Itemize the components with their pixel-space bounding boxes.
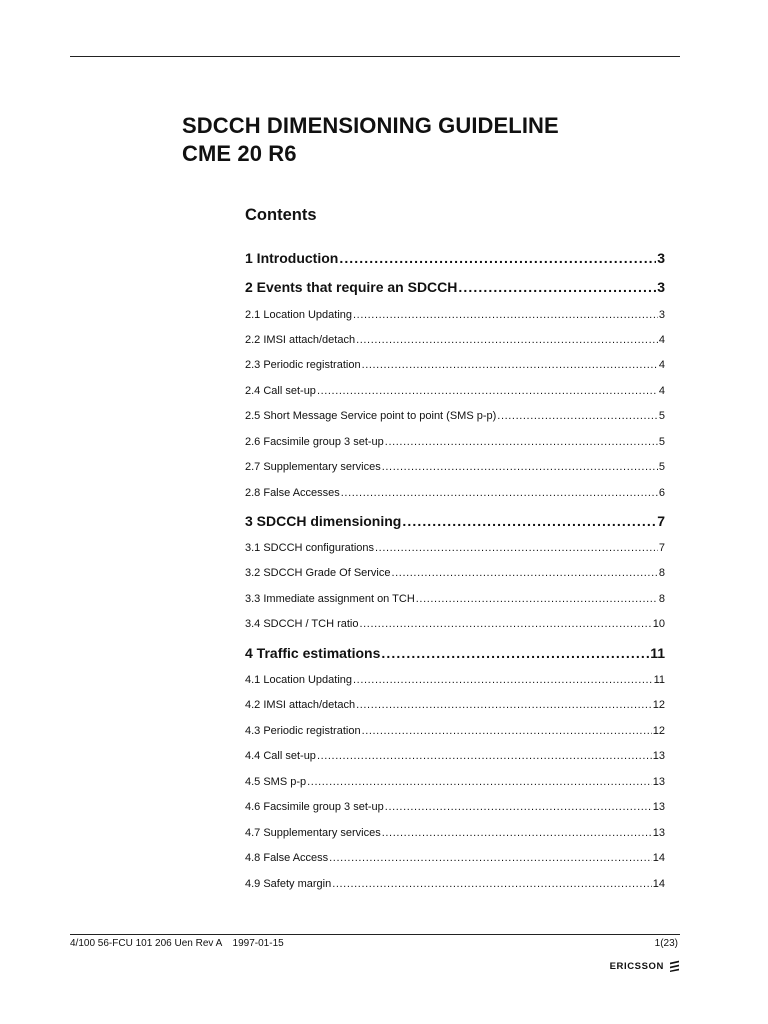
toc-entry-label: 4.1 Location Updating <box>245 674 353 686</box>
toc-entry-page: 11 <box>650 645 665 661</box>
toc-entry-label: 2.1 Location Updating <box>245 309 353 321</box>
ericsson-logo <box>610 960 680 972</box>
toc-entry-page: 3 <box>657 279 665 295</box>
logo-text: ERICSSON <box>609 960 664 972</box>
footer-doc-info <box>70 938 284 949</box>
title-line-1: SDCCH DIMENSIONING GUIDELINE <box>182 113 559 138</box>
toc-dot-leader <box>381 645 649 661</box>
toc-entry-label: 4.2 IMSI attach/detach <box>245 699 356 711</box>
toc-entry-label: 2.8 False Accesses <box>245 487 340 499</box>
toc-dot-leader <box>382 827 652 839</box>
toc-subsection-entry[interactable] <box>245 309 665 321</box>
toc-entry-label: 4.4 Call set-up <box>245 750 316 762</box>
toc-dot-leader <box>339 250 656 266</box>
toc-dot-leader <box>329 852 652 864</box>
toc-subsection-entry[interactable] <box>245 567 665 579</box>
toc-dot-leader <box>402 513 656 529</box>
toc-entry-label: 4.7 Supplementary services <box>245 827 381 839</box>
toc-entry-label: 4.9 Safety margin <box>245 878 332 890</box>
toc-dot-leader <box>497 410 658 422</box>
toc-dot-leader <box>375 542 658 554</box>
toc-entry-page: 12 <box>652 699 665 711</box>
toc-subsection-entry[interactable] <box>245 776 665 788</box>
toc-dot-leader <box>317 750 652 762</box>
toc-section-entry[interactable] <box>245 279 665 295</box>
toc-subsection-entry[interactable] <box>245 385 665 397</box>
toc-entry-label: 2.2 IMSI attach/detach <box>245 334 356 346</box>
toc-entry-page: 6 <box>658 487 665 499</box>
toc-entry-label: 3.2 SDCCH Grade Of Service <box>245 567 391 579</box>
toc-section-entry[interactable] <box>245 513 665 529</box>
footer-date: 1997-01-15 <box>232 938 284 949</box>
toc-dot-leader <box>382 461 658 473</box>
toc-dot-leader <box>385 801 652 813</box>
toc-entry-page: 11 <box>653 674 665 686</box>
toc-subsection-entry[interactable] <box>245 827 665 839</box>
toc-entry-page: 7 <box>657 513 665 529</box>
ericsson-logo-icon <box>669 960 680 972</box>
toc-entry-page: 8 <box>658 567 665 579</box>
toc-subsection-entry[interactable] <box>245 410 665 422</box>
toc-subsection-entry[interactable] <box>245 699 665 711</box>
toc-entry-page: 5 <box>658 461 665 473</box>
toc-entry-page: 4 <box>658 385 665 397</box>
toc-dot-leader <box>392 567 658 579</box>
toc-entry-page: 3 <box>658 309 665 321</box>
table-of-contents <box>245 0 665 1024</box>
toc-entry-label: 4 Traffic estimations <box>245 645 381 661</box>
toc-subsection-entry[interactable] <box>245 725 665 737</box>
toc-subsection-entry[interactable] <box>245 334 665 346</box>
footer-doc-number: 4/100 56-FCU 101 206 Uen Rev A <box>70 938 222 949</box>
title-line-2: CME 20 R6 <box>182 141 297 166</box>
toc-entry-page: 13 <box>652 827 665 839</box>
toc-dot-leader <box>317 385 658 397</box>
toc-entry-page: 5 <box>658 410 665 422</box>
toc-subsection-entry[interactable] <box>245 618 665 630</box>
toc-dot-leader <box>416 593 658 605</box>
toc-dot-leader <box>362 725 652 737</box>
toc-entry-label: 3 SDCCH dimensioning <box>245 513 402 529</box>
toc-dot-leader <box>341 487 658 499</box>
toc-subsection-entry[interactable] <box>245 674 665 686</box>
toc-entry-page: 4 <box>658 334 665 346</box>
toc-subsection-entry[interactable] <box>245 487 665 499</box>
toc-entry-page: 14 <box>652 878 665 890</box>
toc-subsection-entry[interactable] <box>245 461 665 473</box>
toc-entry-label: 3.1 SDCCH configurations <box>245 542 375 554</box>
toc-entry-page: 3 <box>657 250 665 266</box>
toc-entry-label: 4.8 False Access <box>245 852 329 864</box>
toc-entry-page: 7 <box>658 542 665 554</box>
toc-entry-page: 13 <box>652 776 665 788</box>
toc-entry-label: 4.5 SMS p-p <box>245 776 307 788</box>
footer-rule <box>70 934 680 935</box>
toc-subsection-entry[interactable] <box>245 878 665 890</box>
toc-subsection-entry[interactable] <box>245 750 665 762</box>
toc-dot-leader <box>356 334 658 346</box>
toc-entry-page: 14 <box>652 852 665 864</box>
toc-entry-page: 4 <box>658 359 665 371</box>
toc-dot-leader <box>353 309 658 321</box>
toc-subsection-entry[interactable] <box>245 593 665 605</box>
toc-entry-label: 4.6 Facsimile group 3 set-up <box>245 801 384 813</box>
toc-dot-leader <box>356 699 652 711</box>
toc-entry-label: 2.6 Facsimile group 3 set-up <box>245 436 384 448</box>
toc-dot-leader <box>307 776 652 788</box>
toc-subsection-entry[interactable] <box>245 801 665 813</box>
toc-entry-label: 1 Introduction <box>245 250 339 266</box>
footer-page-number: 1(23) <box>654 938 678 949</box>
toc-entry-page: 8 <box>658 593 665 605</box>
toc-dot-leader <box>360 618 652 630</box>
toc-dot-leader <box>353 674 653 686</box>
toc-subsection-entry[interactable] <box>245 852 665 864</box>
toc-dot-leader <box>362 359 658 371</box>
toc-entry-page: 13 <box>652 750 665 762</box>
toc-subsection-entry[interactable] <box>245 542 665 554</box>
toc-section-entry[interactable] <box>245 250 665 266</box>
toc-entry-label: 4.3 Periodic registration <box>245 725 361 737</box>
toc-entry-label: 2.5 Short Message Service point to point (SMS p-p) <box>245 410 497 422</box>
toc-entry-label: 2.4 Call set-up <box>245 385 316 397</box>
toc-entry-label: 3.4 SDCCH / TCH ratio <box>245 618 359 630</box>
toc-dot-leader <box>385 436 658 448</box>
toc-entry-label: 3.3 Immediate assignment on TCH <box>245 593 415 605</box>
toc-entry-label: 2.3 Periodic registration <box>245 359 361 371</box>
toc-dot-leader <box>332 878 652 890</box>
toc-entry-label: 2.7 Supplementary services <box>245 461 381 473</box>
toc-entry-page: 10 <box>652 618 665 630</box>
toc-entry-page: 5 <box>658 436 665 448</box>
toc-dot-leader <box>458 279 656 295</box>
toc-subsection-entry[interactable] <box>245 359 665 371</box>
toc-subsection-entry[interactable] <box>245 436 665 448</box>
toc-entry-label: 2 Events that require an SDCCH <box>245 279 458 295</box>
toc-section-entry[interactable] <box>245 645 665 661</box>
toc-entry-page: 13 <box>652 801 665 813</box>
contents-heading: Contents <box>245 206 317 224</box>
toc-entry-page: 12 <box>652 725 665 737</box>
